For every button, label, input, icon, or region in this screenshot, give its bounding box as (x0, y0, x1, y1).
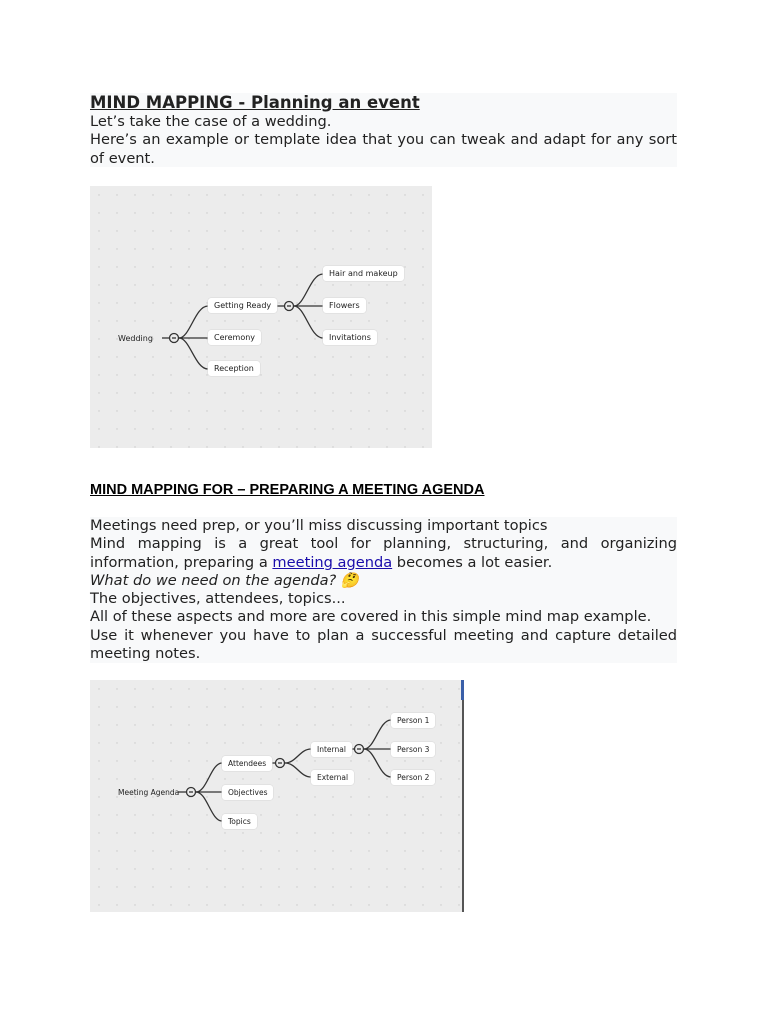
image-edge-marker (461, 680, 464, 700)
paragraph (90, 572, 677, 590)
mind-map-node: Person 1 (391, 713, 435, 728)
paragraph: All of these aspects and more are covered in this simple mind map example. (90, 608, 652, 626)
mind-map-node: Person 2 (391, 770, 435, 785)
section-planning-event (90, 93, 677, 167)
text-span: becomes a lot easier. (392, 553, 553, 571)
mind-map-node: Hair and makeup (323, 266, 404, 281)
mind-map-node: Ceremony (208, 330, 261, 345)
mind-map-node: Reception (208, 361, 260, 376)
paragraph: Use it whenever you have to plan a successful meeting and capture detailed meeting notes. (90, 626, 677, 663)
mind-map-node: External (311, 770, 354, 785)
wedding-mind-map (90, 186, 432, 448)
paragraph: Meetings need prep, or you’ll miss discussing important topics (90, 517, 548, 534)
paragraph: Here’s an example or template idea that you can tweak and adapt for any sort of event. (90, 131, 677, 167)
italic-question: What do we need on the agenda? 🤔 (90, 571, 360, 589)
mind-map-connectors (90, 186, 432, 448)
mind-map-node: Objectives (222, 785, 273, 800)
paragraph (90, 535, 677, 572)
mind-map-node: Invitations (323, 330, 377, 345)
mind-map-node-root: Meeting Agenda (118, 788, 180, 797)
section-heading: MIND MAPPING FOR – PREPARING A MEETING AGENDA (90, 482, 485, 498)
text-span: Mind mapping is a great tool for planning, structuring, and organizing information, preparing a (90, 535, 677, 571)
mind-map-node: Topics (222, 814, 257, 829)
paragraph: Let’s take the case of a wedding. (90, 113, 332, 130)
section-title: MIND MAPPING - Planning an event (90, 93, 420, 112)
mind-map-node: Internal (311, 742, 352, 757)
mind-map-node: Flowers (323, 298, 366, 313)
meeting-agenda-mind-map (90, 680, 464, 912)
paragraph: The objectives, attendees, topics... (90, 590, 346, 608)
meeting-agenda-link[interactable]: meeting agenda (272, 553, 393, 571)
mind-map-node-root: Wedding (118, 334, 153, 343)
section-meeting-agenda (90, 517, 677, 663)
mind-map-node: Attendees (222, 756, 272, 771)
mind-map-node: Person 3 (391, 742, 435, 757)
mind-map-node: Getting Ready (208, 298, 277, 313)
